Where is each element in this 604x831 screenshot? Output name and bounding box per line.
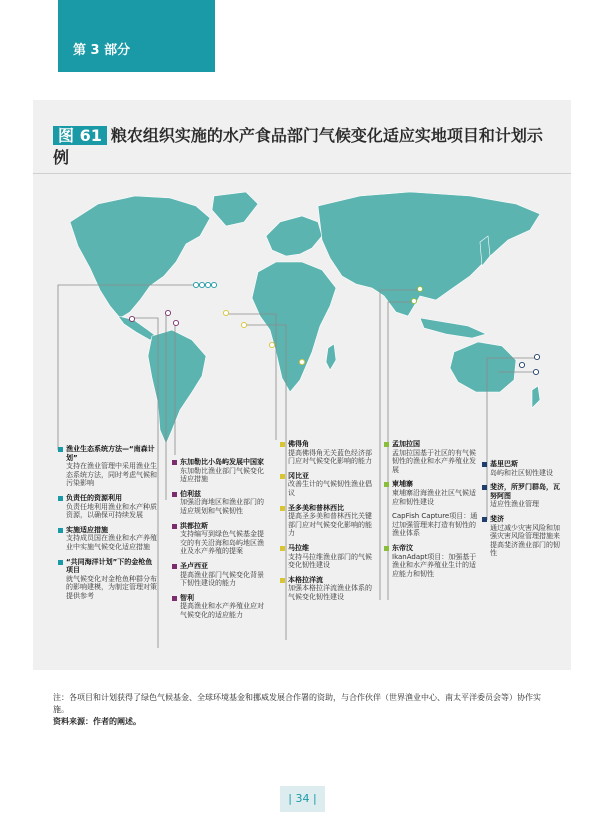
marker-kiribati (534, 354, 539, 359)
entry-desc: 加强沿海地区和渔业部门的适应规划和气候韧性 (180, 498, 264, 515)
page-number: | 34 | (288, 792, 317, 805)
entry-title: “共同海洋计划”下的金枪鱼项目 (66, 557, 153, 575)
marker-bangladesh (417, 286, 422, 291)
entry-desc: 东加勒比渔业部门气候变化适应措施 (180, 466, 264, 484)
south-america-shape (148, 330, 206, 444)
list-item (172, 562, 268, 588)
australia-shape (450, 342, 516, 392)
list-item (384, 512, 478, 538)
entry-title: 柬埔寨 (392, 480, 413, 489)
entry-title: 东帝汶 (392, 543, 413, 552)
entry-desc: 岛屿和社区韧性建设 (490, 468, 553, 477)
africa-shape (252, 262, 336, 392)
marker-cluster-4 (211, 282, 216, 287)
entry-title: 马拉维 (288, 543, 309, 552)
column-africa (280, 440, 376, 608)
marker-cluster-1 (193, 282, 198, 287)
entry-desc: 提高渔业和水产养殖业应对气候变化的适应能力 (180, 602, 264, 619)
entry-title: 斐济 (490, 514, 504, 523)
north-america-shape (70, 196, 210, 318)
list-item (172, 594, 268, 620)
purple-square-icon (172, 460, 177, 465)
entry-desc: 提高圣多美和普林西比关键部门应对气候变化影响的能力 (288, 512, 372, 538)
list-item (58, 558, 158, 601)
teal-square-icon (58, 528, 63, 533)
entry-desc: IkanAdapt项目：加强基于渔业和水产养殖业生计的适应能力和韧性 (392, 552, 477, 578)
list-item (58, 445, 158, 488)
list-item (280, 544, 376, 570)
entry-title: 智利 (180, 593, 194, 602)
indonesia-shape (420, 318, 486, 338)
list-item (280, 504, 376, 538)
entry-desc: 支持编写到绿色气候基金提交的有关沿海和岛屿地区渔业及水产养殖的提案 (180, 530, 264, 556)
marker-fiji (533, 369, 538, 374)
marker-caribbean (165, 310, 170, 315)
yellow-square-icon (280, 506, 285, 511)
entry-desc: 适应性渔业管理 (490, 500, 539, 509)
entry-title: 洪都拉斯 (180, 521, 208, 530)
entry-title: 圣卢西亚 (180, 561, 208, 570)
entry-title: 佛得角 (288, 440, 309, 448)
entry-desc: 负责任地利用渔业和水产种质资源，以确保可持续发展 (66, 502, 157, 520)
list-item (58, 526, 158, 552)
list-item (280, 440, 376, 466)
entry-desc: 就气候变化对金枪鱼种群分布的影响建模，为制定管理对策提供参考 (66, 574, 157, 600)
section-label: 第 3 部分 (73, 43, 131, 58)
list-item (482, 460, 562, 477)
purple-square-icon (172, 524, 177, 529)
list-item (482, 515, 562, 558)
purple-square-icon (172, 596, 177, 601)
list-item (482, 483, 562, 509)
entry-desc: 支持成员国在渔业和水产养殖业中实施气候变化适应措施 (66, 534, 157, 551)
navy-square-icon (482, 517, 487, 522)
asia-shape (318, 192, 540, 316)
greenland-shape (212, 192, 258, 226)
entry-desc: 加强本格拉洋流渔业体系的气候变化韧性建设 (288, 584, 372, 601)
entry-title: 负责任的资源利用 (66, 493, 122, 502)
list-item (280, 576, 376, 602)
purple-square-icon (172, 564, 177, 569)
entry-title: 东加勒比小岛屿发展中国家 (180, 458, 264, 466)
entry-desc: 支持马拉维渔业部门的气候变化韧性建设 (288, 552, 372, 570)
marker-honduras (173, 320, 178, 325)
entry-title: 圣多美和普林西比 (288, 503, 344, 512)
green-square-icon (384, 442, 389, 447)
entry-desc: 提高渔业部门气候变化背景下韧性建设的能力 (180, 570, 264, 588)
marker-belize (129, 316, 134, 321)
japan-shape (480, 236, 490, 266)
yellow-square-icon (280, 546, 285, 551)
page-number-box (280, 786, 325, 812)
marker-gambia (241, 322, 246, 327)
entry-title: 伯利兹 (180, 489, 201, 498)
entry-desc: 改善生计的气候韧性渔业倡议 (288, 480, 372, 497)
marker-cluster-2 (199, 282, 204, 287)
leader-col3a (226, 314, 276, 440)
marker-cabo-verde (223, 310, 228, 315)
column-americas (172, 458, 268, 626)
column-regional (58, 445, 158, 607)
marker-cambodia (411, 298, 416, 303)
entry-desc: 通过减少灾害风险和加强灾害风险管理措施来提高斐济渔业部门的韧性 (490, 523, 560, 558)
europe-shape (266, 216, 322, 256)
entry-title: 孟加拉国 (392, 440, 420, 448)
entry-title: 斐济，所罗门群岛，瓦努阿图 (490, 483, 560, 500)
teal-square-icon (58, 496, 63, 501)
purple-square-icon (172, 492, 177, 497)
marker-sao-tome (269, 342, 274, 347)
marker-malawi (299, 359, 304, 364)
entry-title: 冈比亚 (288, 471, 309, 480)
yellow-square-icon (280, 442, 285, 447)
entry-desc: 柬埔寨沿海渔业社区气候适应和韧性建设 (392, 488, 476, 506)
entry-title: 渔业生态系统方法—“南森计划” (66, 445, 155, 462)
column-pacific (482, 460, 562, 564)
marker-cluster-3 (205, 282, 210, 287)
green-square-icon (384, 546, 389, 551)
figure-source: 资料来源：作者的阐述。 (53, 717, 141, 726)
figure-title-text: 粮农组织实施的水产食品部门气候变化适应实地项目和计划示例 (53, 126, 543, 167)
entry-desc: CapFish Capture项目：通过加强管理来打造有韧性的渔业体系 (392, 512, 478, 538)
column-asia (384, 440, 478, 584)
madagascar-shape (326, 344, 336, 370)
entry-title: 本格拉洋流 (288, 575, 323, 584)
list-item (280, 472, 376, 498)
figure-note: 注：各项目和计划获得了绿色气候基金、全球环境基金和挪威发展合作署的资助，与合作伙伴（世界渔业中心、南太平洋委员会等）协作实施。 (53, 693, 541, 714)
figure-number: 图 61 (53, 126, 107, 145)
navy-square-icon (482, 462, 487, 467)
yellow-square-icon (280, 474, 285, 479)
entry-desc: 支持在渔业管理中采用渔业生态系统方法，同时考虑气候和污染影响 (66, 462, 157, 488)
yellow-square-icon (280, 578, 285, 583)
green-square-icon (384, 482, 389, 487)
teal-square-icon (58, 447, 63, 452)
central-america-shape (118, 316, 156, 340)
list-item (58, 494, 158, 520)
entry-desc: 提高佛得角无关蓝色经济部门应对气候变化影响的能力 (288, 448, 372, 466)
list-item (384, 440, 478, 474)
navy-square-icon (482, 485, 487, 490)
teal-square-icon (58, 560, 63, 565)
entry-title: 实施适应措施 (66, 525, 108, 534)
entry-title: 基里巴斯 (490, 460, 518, 468)
list-item (172, 490, 268, 516)
list-item (172, 458, 268, 484)
list-item (384, 480, 478, 506)
entry-desc: 孟加拉国基于社区的有气候韧性的渔业和水产养殖业发展 (392, 448, 476, 474)
list-item (384, 544, 478, 578)
new-zealand-shape (532, 386, 540, 408)
marker-solomon (519, 362, 524, 367)
list-item (172, 522, 268, 556)
